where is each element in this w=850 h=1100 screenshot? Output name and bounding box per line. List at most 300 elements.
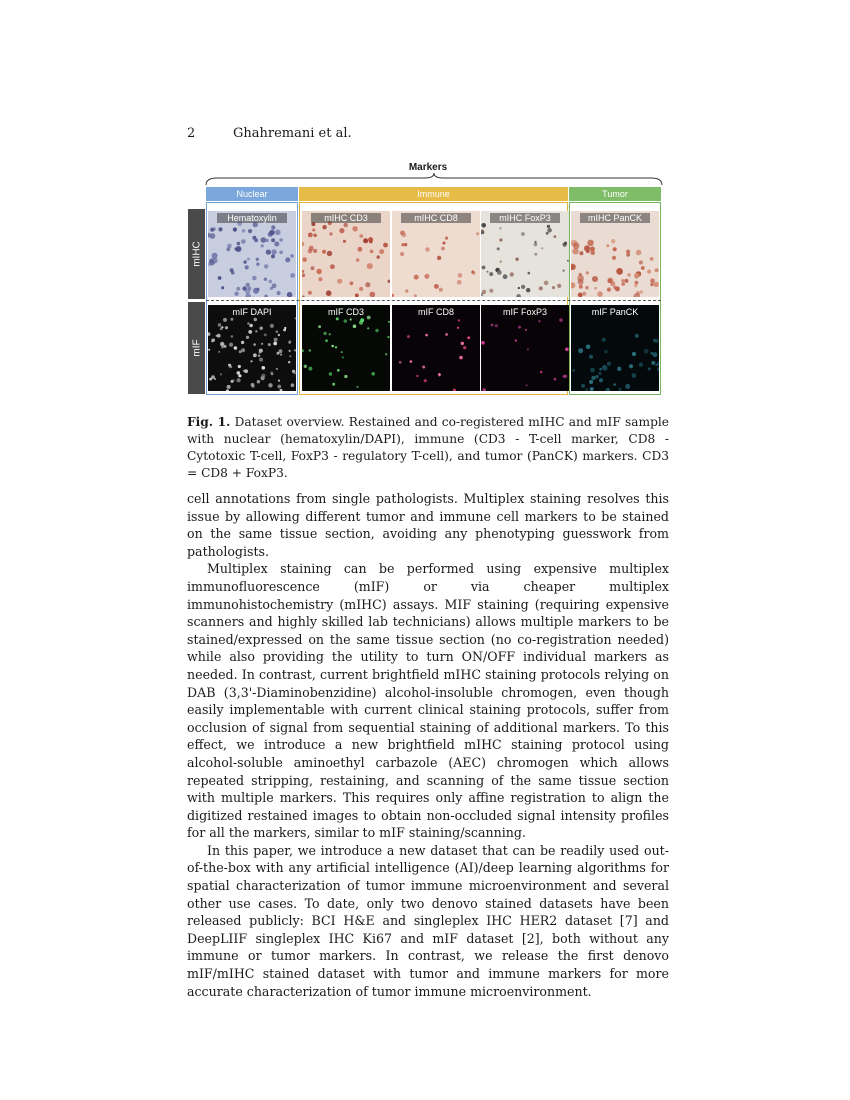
cell-mark (445, 333, 448, 336)
running-header (187, 126, 352, 141)
cell-mark (515, 339, 517, 341)
cell-mark (304, 365, 307, 368)
cell-mark (635, 334, 639, 338)
cell-mark (595, 375, 598, 378)
cell-mark (339, 228, 344, 233)
cell-mark (499, 238, 502, 241)
cell-mark (268, 343, 271, 346)
cell-mark (586, 345, 591, 350)
cell-mark (544, 281, 549, 286)
cell-mark (268, 383, 272, 387)
cell-mark (248, 229, 252, 233)
cell-mark (599, 378, 603, 382)
cell-mark (331, 345, 334, 348)
cell-mark (280, 389, 283, 391)
cell-mark (245, 265, 249, 269)
cell-mark (618, 388, 621, 391)
cell-mark (344, 319, 348, 323)
cell-mark (457, 280, 462, 285)
cell-mark (538, 320, 540, 322)
cell-mark (264, 278, 267, 281)
cell-mark (458, 273, 463, 278)
cell-mark (547, 228, 552, 233)
cell-mark (371, 372, 375, 376)
cell-mark (476, 232, 479, 235)
cell-mark (617, 367, 621, 371)
cell-mark (521, 285, 525, 289)
cell-mark (363, 238, 368, 243)
cell-mark (231, 335, 234, 338)
cell-mark (245, 289, 251, 295)
cell-mark (592, 276, 598, 282)
cell-mark (599, 368, 602, 371)
tile-mihc-hematoxylin: Hematoxylin (208, 211, 296, 297)
cell-mark (241, 348, 245, 352)
cell-mark (247, 258, 250, 261)
cell-mark (650, 352, 653, 355)
cell-mark (540, 371, 543, 374)
cell-mark (208, 332, 210, 336)
cell-mark (481, 230, 483, 232)
cell-mark (248, 330, 252, 334)
cell-mark (582, 292, 586, 296)
caption-label: Fig. 1. (187, 415, 231, 429)
cell-mark (329, 372, 332, 375)
cell-mark (651, 361, 655, 365)
cell-mark (653, 352, 658, 357)
cell-mark (594, 287, 597, 290)
cell-mark (445, 237, 448, 240)
cell-mark (318, 325, 321, 328)
cell-mark (270, 324, 274, 328)
cell-mark (246, 283, 250, 287)
cell-mark (563, 270, 565, 272)
cell-mark (253, 343, 256, 346)
cell-mark (278, 380, 280, 382)
cell-mark (453, 389, 456, 391)
cell-mark (636, 250, 642, 256)
cell-mark (221, 345, 224, 348)
cell-mark (287, 292, 293, 297)
cell-mark (302, 349, 304, 352)
cell-mark (541, 247, 543, 249)
cell-mark (597, 291, 603, 297)
cell-mark (264, 333, 267, 336)
paragraph-2: Multiplex staining can be performed using expensive multiplex immunofluorescence (mIF) or via cheaper multiplex immunohistochemistry (mIHC) assays. MIF staining (requiring expensive scanners and highly skilled lab technicians) allows multiple markers to be stained/expressed on the same tissue section (no co-registration needed) while also providing the utility to turn ON/OFF individual markers as needed. In contrast, current brightfield mIHC staining protocols relying on DAB (3,3'-Diaminobenzidine) alcohol-insoluble chromogen, even though easily implementable with current clinical staining protocols, suffer from occlusion of signal from sequential staining of additional markers. To this effect, we introduce a new brightfield mIHC staining protocol using alcohol-soluble aminoethyl carbazole (AEC) chromogen which allows repeated stripping, restaining, and scanning of the same tissue section with multiple markers. This requires only affine registration to align the digitized restained images to obtain non-occluded signal intensity profiles for all the markers, similar to mIF staining/scanning. (187, 561, 669, 841)
cell-mark (295, 317, 297, 319)
cell-mark (607, 279, 611, 283)
cell-mark (261, 343, 263, 345)
cell-mark (457, 327, 459, 329)
cell-mark (388, 280, 391, 283)
cell-mark (499, 227, 501, 229)
cell-mark (261, 237, 267, 243)
cell-mark (625, 384, 630, 389)
cell-mark (335, 346, 337, 348)
cell-mark (226, 389, 229, 391)
cell-mark (238, 374, 241, 377)
cell-mark (650, 283, 653, 286)
cell-mark (329, 333, 331, 335)
cell-mark (590, 250, 595, 255)
cell-mark (602, 338, 606, 342)
cell-mark (591, 376, 595, 380)
cell-mark (377, 255, 380, 258)
cell-mark (288, 361, 290, 363)
cell-mark (350, 318, 352, 320)
cell-mark (229, 365, 231, 367)
cell-mark (359, 287, 363, 291)
cell-mark (332, 383, 335, 386)
cell-mark (572, 248, 578, 254)
cell-mark (246, 336, 249, 339)
running-authors: Ghahremani et al. (233, 126, 352, 141)
paragraph-3: In this paper, we introduce a new dataset that can be readily used out-of-the-box with any artificial intelligence (AI)/deep learning algorithms for spatial characterization of tumor immune microenvironment and several other use cases. To date, only two denovo stained datasets have been released publicly: BCI H&E and singleplex IHC HER2 dataset [7] and DeepLIIF singleplex IHC Ki67 and mIF dataset [2], both without any immune or tumor markers. In contrast, we release the first denovo mIF/mIHC stained dataset with tumor and immune markers for more accurate characterization of tumor immune microenvironment. (187, 842, 669, 999)
cell-mark (268, 280, 272, 284)
cell-mark (344, 223, 348, 227)
cell-mark (209, 378, 212, 381)
cell-mark (527, 348, 529, 350)
cell-mark (244, 369, 248, 373)
cell-mark (302, 242, 304, 246)
cell-mark (572, 369, 575, 372)
cell-mark (210, 261, 214, 265)
cell-mark (278, 334, 280, 336)
cell-mark (369, 292, 375, 297)
cell-mark (650, 257, 654, 261)
cell-mark (482, 266, 486, 270)
cell-mark (634, 273, 639, 278)
cell-mark (274, 242, 279, 247)
cell-mark (392, 294, 394, 297)
cell-mark (385, 353, 387, 355)
cell-mark (217, 334, 221, 338)
cell-mark (414, 275, 419, 280)
cell-mark (236, 287, 240, 291)
cell-mark (264, 264, 268, 268)
tile-mihc-foxp3: mIHC FoxP3 (481, 211, 569, 297)
cell-mark (654, 282, 659, 287)
cell-mark (214, 378, 216, 380)
cell-mark (410, 360, 413, 363)
row-label-mihc: mIHC (188, 209, 205, 299)
cell-mark (289, 342, 291, 344)
cell-mark (308, 233, 313, 238)
cell-mark (441, 247, 445, 251)
cell-mark (579, 251, 583, 255)
cell-mark (573, 243, 579, 249)
cell-mark (581, 384, 585, 388)
cell-mark (627, 273, 630, 276)
cell-mark (404, 243, 407, 246)
category-tumor: Tumor (569, 187, 661, 201)
cell-mark (266, 250, 271, 255)
cell-mark (616, 268, 623, 275)
cell-mark (311, 266, 315, 270)
page-number: 2 (187, 126, 196, 141)
cell-mark (302, 295, 305, 297)
cell-mark (503, 274, 508, 279)
cell-mark (252, 236, 256, 240)
cell-mark (367, 327, 369, 329)
cell-mark (342, 356, 344, 358)
cell-mark (344, 375, 347, 378)
cell-mark (261, 374, 265, 378)
cell-mark (489, 272, 493, 276)
cell-mark (621, 279, 624, 282)
cell-mark (613, 247, 617, 251)
cell-mark (279, 349, 283, 353)
tile-mihc-cd3: mIHC CD3 (302, 211, 390, 297)
cell-mark (510, 272, 514, 276)
tile-mif-cd8: mIF CD8 (392, 305, 480, 391)
cell-mark (336, 317, 339, 320)
cell-mark (269, 231, 274, 236)
cell-mark (239, 350, 242, 353)
cell-mark (634, 284, 637, 287)
cell-mark (577, 275, 584, 282)
cell-mark (309, 246, 314, 251)
cell-mark (238, 365, 241, 368)
cell-mark (414, 294, 417, 297)
cell-mark (461, 342, 464, 345)
cell-mark (264, 295, 267, 297)
cell-mark (586, 249, 590, 253)
cell-mark (567, 260, 569, 262)
tile-mif-panck: mIF PanCK (571, 305, 659, 391)
cell-mark (547, 225, 550, 228)
cell-mark (232, 379, 234, 381)
tile-mif-dapi: mIF DAPI (208, 305, 296, 391)
cell-mark (578, 293, 583, 298)
cell-mark (632, 352, 636, 356)
cell-mark (252, 276, 257, 281)
cell-mark (271, 238, 275, 242)
cell-mark (355, 294, 359, 298)
cell-mark (578, 348, 583, 353)
cell-mark (500, 261, 502, 263)
cell-mark (249, 324, 253, 328)
cell-mark (260, 327, 263, 330)
cell-mark (322, 250, 326, 254)
cell-mark (586, 271, 589, 274)
cell-mark (218, 276, 222, 280)
cell-mark (554, 235, 557, 238)
cell-mark (323, 332, 326, 335)
cell-mark (472, 271, 475, 274)
cell-mark (353, 324, 357, 328)
cell-mark (552, 286, 555, 289)
cell-mark (405, 289, 408, 292)
cell-mark (225, 326, 228, 329)
cell-mark (613, 383, 616, 386)
cell-mark (274, 338, 278, 342)
cell-mark (221, 286, 224, 289)
cell-mark (253, 353, 257, 357)
cell-mark (653, 339, 656, 342)
cell-mark (276, 368, 278, 370)
cell-mark (589, 380, 593, 384)
row-label-mif: mIF (188, 302, 205, 394)
cell-mark (612, 256, 616, 260)
cell-mark (607, 362, 611, 366)
cell-mark (606, 244, 609, 247)
cell-mark (255, 330, 257, 332)
cell-mark (632, 373, 636, 377)
cell-mark (302, 257, 307, 262)
cell-mark (261, 244, 264, 247)
cell-mark (270, 372, 273, 375)
cell-mark (368, 237, 373, 242)
cell-mark (358, 247, 363, 252)
cell-mark (629, 364, 633, 368)
cell-mark (589, 355, 593, 359)
cell-mark (259, 358, 263, 362)
cell-mark (388, 321, 390, 323)
cell-mark (375, 329, 378, 332)
cell-mark (247, 322, 249, 324)
cell-mark (322, 225, 326, 229)
cell-mark (644, 349, 649, 354)
cell-mark (326, 290, 332, 296)
cell-mark (399, 361, 402, 364)
cell-mark (626, 250, 630, 254)
cell-mark (526, 288, 530, 292)
cell-mark (497, 270, 502, 275)
cell-mark (241, 239, 246, 244)
cell-mark (313, 249, 317, 253)
cell-mark (309, 349, 311, 351)
cell-mark (422, 366, 425, 369)
cell-mark (291, 383, 295, 387)
cell-mark (223, 318, 227, 322)
cell-mark (241, 341, 244, 344)
cell-mark (285, 257, 290, 262)
cell-mark (280, 353, 282, 355)
cell-mark (424, 274, 429, 279)
cell-mark (325, 339, 328, 342)
cell-mark (350, 281, 354, 285)
cell-mark (491, 324, 494, 327)
cell-mark (525, 329, 527, 331)
cell-mark (647, 270, 651, 274)
cell-mark (383, 243, 388, 248)
tile-mihc-panck: mIHC PanCK (571, 211, 659, 297)
cell-mark (425, 247, 429, 251)
body-text (187, 490, 669, 1000)
cell-mark (230, 318, 233, 321)
cell-mark (313, 234, 317, 238)
cell-mark (641, 266, 645, 270)
cell-mark (289, 350, 291, 352)
cell-mark (603, 366, 608, 371)
cell-mark (330, 264, 335, 269)
cell-mark (227, 244, 232, 249)
cell-mark (458, 319, 460, 321)
cell-mark (256, 263, 259, 266)
cell-mark (515, 258, 518, 261)
cell-mark (497, 247, 500, 250)
cell-mark (611, 239, 615, 243)
cell-mark (463, 346, 466, 349)
cell-mark (250, 360, 252, 362)
cell-mark (518, 287, 520, 289)
cell-mark (318, 277, 322, 281)
figure-caption (187, 414, 669, 482)
cell-mark (229, 343, 233, 347)
cell-mark (579, 285, 583, 289)
cell-mark (635, 281, 639, 285)
row-divider (206, 300, 661, 301)
category-immune: Immune (299, 187, 568, 201)
cell-mark (256, 288, 259, 291)
cell-mark (279, 251, 283, 255)
cell-mark (218, 227, 222, 231)
cell-mark (467, 336, 470, 339)
cell-mark (256, 258, 259, 261)
cell-mark (615, 286, 620, 291)
cell-mark (329, 232, 332, 235)
cell-mark (438, 373, 441, 376)
cell-mark (359, 234, 363, 238)
cell-mark (208, 349, 210, 351)
cell-mark (539, 286, 543, 290)
cell-mark (211, 339, 215, 343)
cell-mark (516, 294, 521, 297)
cell-mark (237, 242, 241, 246)
cell-mark (212, 227, 216, 231)
cell-mark (655, 268, 659, 272)
cell-mark (277, 291, 281, 295)
cell-mark (521, 232, 525, 236)
cell-mark (308, 291, 312, 295)
cell-mark (554, 378, 557, 381)
cell-mark (290, 254, 294, 258)
cell-mark (312, 229, 315, 232)
cell-mark (257, 380, 260, 383)
cell-mark (518, 326, 521, 329)
cell-mark (481, 341, 485, 345)
cell-mark (650, 278, 655, 283)
cell-mark (290, 273, 295, 278)
cell-mark (534, 241, 536, 243)
cell-mark (262, 366, 266, 370)
cell-mark (482, 388, 486, 391)
cell-mark (489, 289, 493, 293)
cell-mark (352, 226, 358, 232)
cell-mark (534, 253, 537, 256)
cell-mark (367, 263, 373, 269)
cell-mark (360, 318, 364, 322)
cell-mark (416, 375, 418, 377)
cell-mark (356, 258, 359, 261)
cell-mark (439, 288, 443, 292)
cell-mark (289, 355, 291, 357)
cell-mark (655, 364, 658, 367)
cell-mark (564, 375, 567, 378)
cell-mark (258, 355, 260, 357)
cell-mark (528, 272, 531, 275)
cell-mark (607, 287, 611, 291)
cell-mark (487, 271, 489, 273)
cell-mark (585, 388, 589, 391)
cell-mark (272, 283, 277, 288)
cell-mark (218, 323, 222, 327)
cell-mark (233, 227, 237, 231)
cell-mark (424, 379, 427, 382)
cell-mark (210, 233, 216, 239)
cell-mark (337, 369, 340, 372)
